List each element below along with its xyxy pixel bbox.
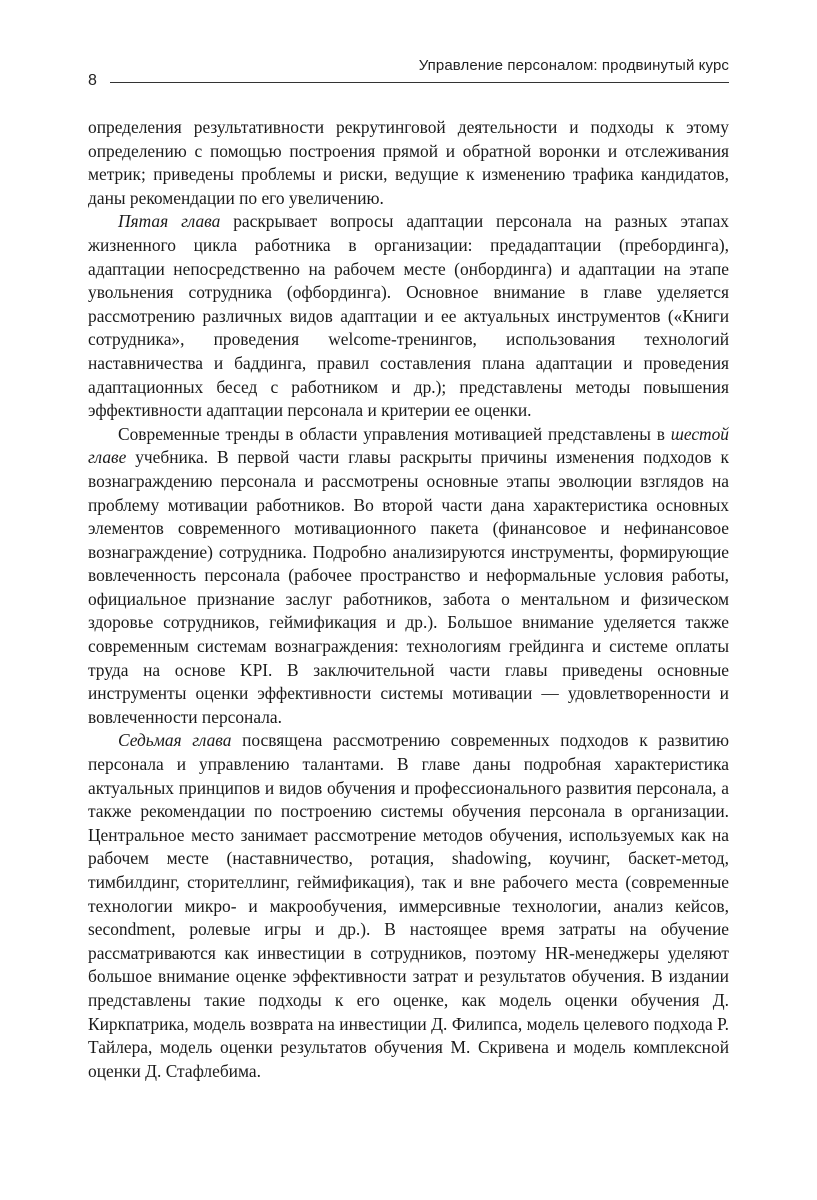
paragraph-text: определения результативности рекрутинговой деятельности и подходы к этому определению с помощью построения прямой и обратной воронки и отслеживания метрик; приведены проблемы и риски, ведущие к изменению трафика кандидатов, даны рекомендации по его увеличению.: [88, 117, 729, 208]
chapter-reference: Седьмая глава: [118, 730, 232, 751]
chapter-reference: шестой главе: [88, 423, 729, 468]
paragraph-text: учебника. В первой части главы раскрыты причины изменения подходов к вознаграждению персонала и рассмотрены основные этапы эволюции взглядов на проблему мотивации работников. Во второй части дана характеристика основных элементов современного мотивационного пакета (финансовое и нефинансовое вознаграждение) сотрудника. Подробно анализируются инструменты, формирующие вовлеченность персонала (рабочее пространство и неформальные условия работы, официальное признание заслуг работников, забота о ментальном и физическом здоровье сотрудников, геймификация и др.). Большое внимание уделяется также современным системам вознаграждения: технологиям грейдинга и системе оплаты труда на основе KPI. В заключительной части главы приведены основные инструменты оценки эффективности системы мотивации — удовлетворенности и вовлеченности персонала.: [88, 447, 729, 727]
running-title: Управление персоналом: продвинутый курс: [418, 57, 729, 74]
header-rule: [110, 82, 729, 83]
paragraph-chapter-seven: [88, 729, 729, 1083]
page-number: 8: [88, 72, 97, 89]
chapter-reference: Пятая глава: [118, 211, 221, 232]
paragraph-text: Современные тренды в области управления мотивацией представлены в: [118, 423, 671, 444]
paragraph-continued: [88, 116, 729, 210]
paragraph-text: раскрывает вопросы адаптации персонала на разных этапах жизненного цикла работника в организации: предадаптации (пребординга), адаптации непосредственно на рабочем месте (онбординга) и адаптации на этапе увольнения сотрудника (офбординга). Основное внимание в главе уделяется рассмотрению различных видов адаптации и ее актуальных инструментов («Книги сотрудника», проведения welcome-тренингов, использования технологий наставничества и баддинга, правил составления плана адаптации и проведения адаптационных бесед с работником и др.); представлены методы повышения эффективности адаптации персонала и критерии ее оценки.: [88, 211, 729, 421]
body-text: [88, 116, 729, 1083]
paragraph-chapter-five: [88, 210, 729, 422]
paragraph-chapter-six: [88, 423, 729, 730]
paragraph-text: посвящена рассмотрению современных подходов к развитию персонала и управлению талантами. В главе даны подробная характеристика актуальных принципов и видов обучения и профессионального развития персонала, а также рекомендации по построению системы обучения персонала в организации. Центральное место занимает рассмотрение методов обучения, используемых как на рабочем месте (наставничество, ротация, shadowing, коучинг, баскет-метод, тимбилдинг, сторителлинг, геймификация), так и вне рабочего места (современные технологии микро- и макрообучения, иммерсивные технологии, анализ кейсов, secondment, ролевые игры и др.). В настоящее время затраты на обучение рассматриваются как инвестиции в сотрудников, поэтому HR-менеджеры уделяют большое внимание оценке эффективности затрат и результатов обучения. В издании представлены такие подходы к его оценке, как модель оценки обучения Д. Киркпатрика, модель возврата на инвестиции Д. Филипса, модель целевого подхода Р. Тайлера, модель оценки результатов обучения М. Скривена и модель комплексной оценки Д. Стафлебима.: [88, 730, 729, 1081]
